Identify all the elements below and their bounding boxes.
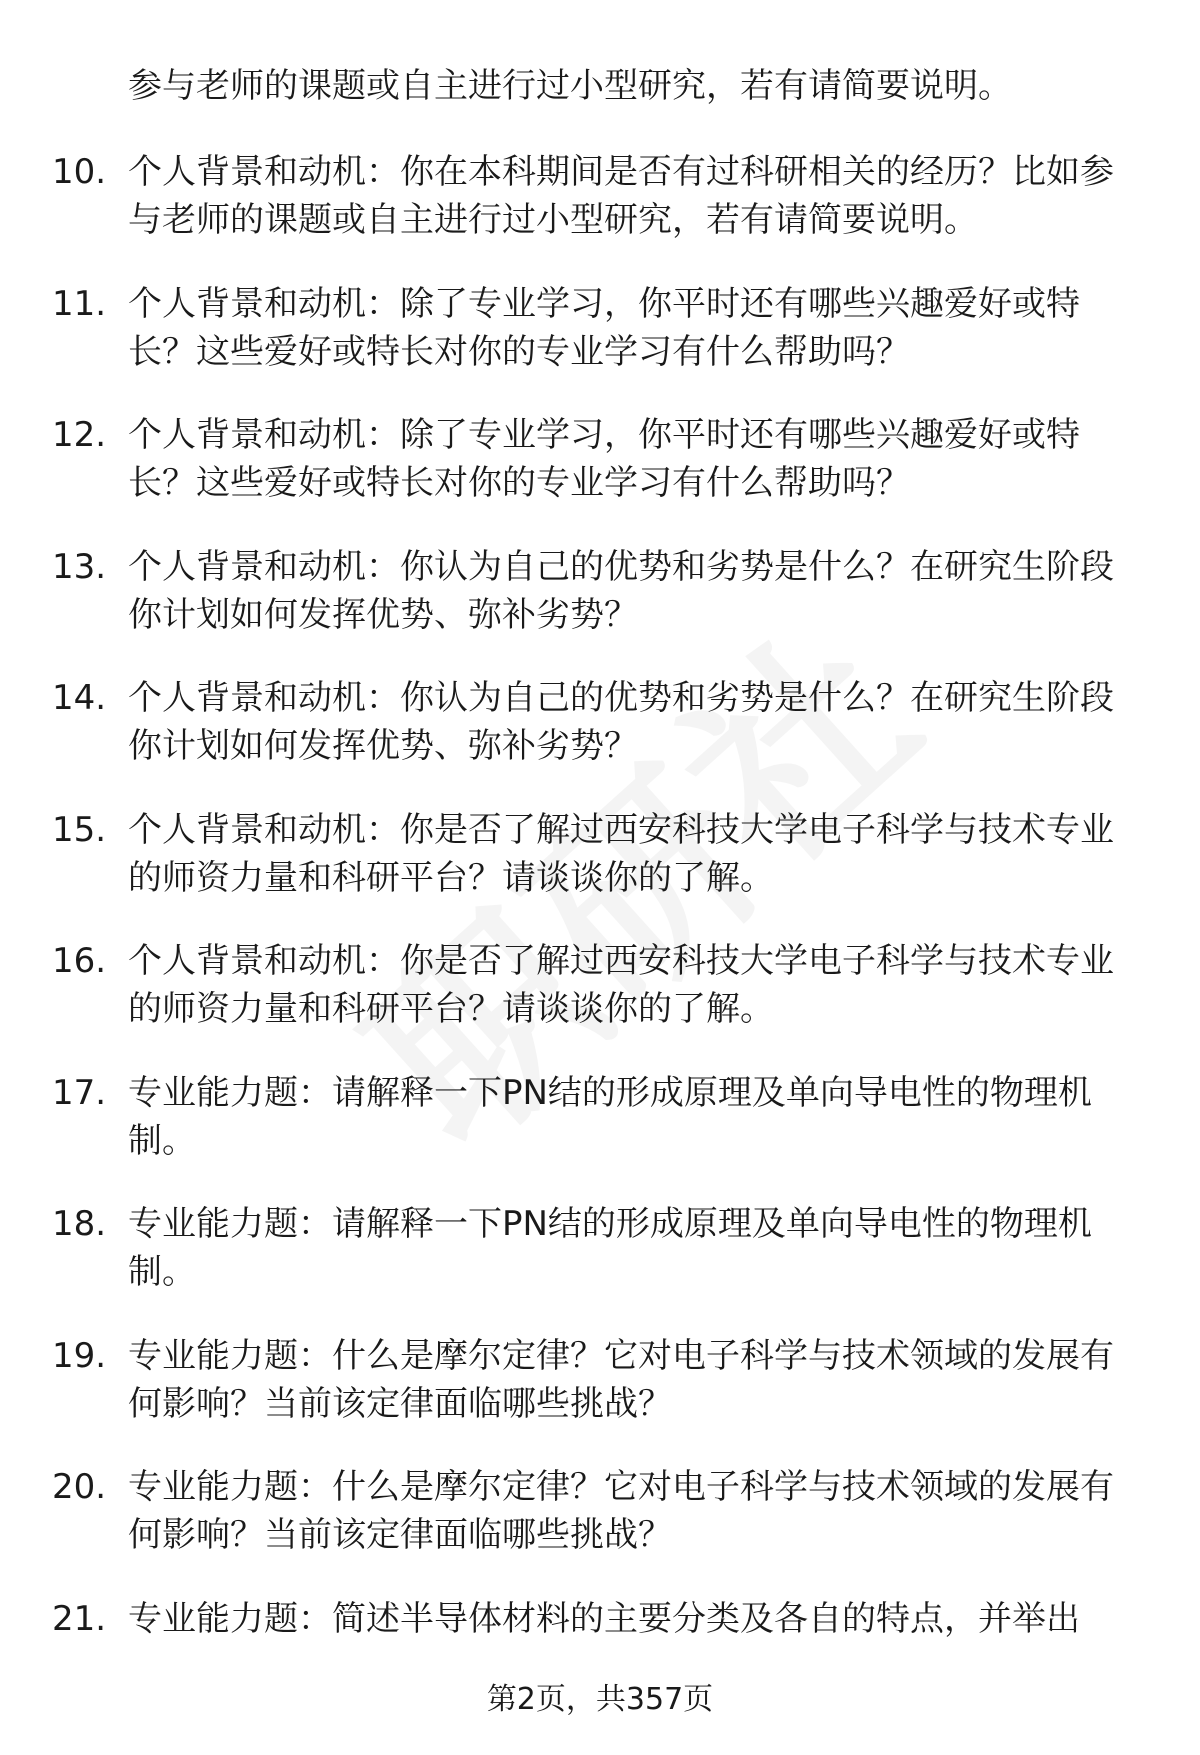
question-text: 个人背景和动机：你是否了解过西安科技大学电子科学与技术专业的师资力量和科研平台？请谈谈你的了解。: [128, 809, 1114, 898]
question-text: 个人背景和动机：除了专业学习，你平时还有哪些兴趣爱好或特长？这些爱好或特长对你的专业学习有什么帮助吗？: [128, 415, 1080, 503]
question-number: 19.: [52, 1335, 107, 1376]
question-text: 专业能力题：什么是摩尔定律？它对电子科学与技术领域的发展有何影响？当前该定律面临哪些挑战？: [128, 1335, 1114, 1424]
question-text: 专业能力题：什么是摩尔定律？它对电子科学与技术领域的发展有何影响？当前该定律面临哪些挑战？: [128, 1467, 1114, 1555]
list-item: [0, 280, 1200, 412]
question-number: 10.: [52, 152, 107, 192]
question-text: 个人背景和动机：你认为自己的优势和劣势是什么？在研究生阶段你计划如何发挥优势、弥补劣势？: [128, 678, 1114, 766]
question-number: 11.: [52, 283, 107, 324]
list-item: [0, 148, 1200, 280]
question-number: 20.: [52, 1467, 107, 1507]
question-list: [0, 148, 1200, 1726]
list-item: [0, 1200, 1200, 1332]
list-item: [0, 674, 1200, 806]
question-number: 16.: [52, 941, 107, 981]
question-text: 个人背景和动机：你是否了解过西安科技大学电子科学与技术专业的师资力量和科研平台？请谈谈你的了解。: [128, 941, 1114, 1029]
question-text: 专业能力题：请解释一下PN结的形成原理及单向导电性的物理机制。: [128, 1204, 1092, 1292]
list-item: [0, 1069, 1200, 1201]
question-text: 专业能力题：请解释一下PN结的形成原理及单向导电性的物理机制。: [128, 1072, 1092, 1161]
question-text: 个人背景和动机：除了专业学习，你平时还有哪些兴趣爱好或特长？这些爱好或特长对你的专业学习有什么帮助吗？: [128, 283, 1080, 372]
list-item: [0, 1463, 1200, 1595]
question-text: 个人背景和动机：你认为自己的优势和劣势是什么？在研究生阶段你计划如何发挥优势、弥补劣势？: [128, 546, 1114, 635]
question-number: 14.: [52, 678, 107, 718]
list-item: [0, 411, 1200, 543]
question-number: 13.: [52, 546, 107, 587]
question-number: 18.: [52, 1204, 107, 1244]
list-item: [0, 1332, 1200, 1464]
question-number: 21.: [52, 1598, 107, 1639]
question-text: 专业能力题：简述半导体材料的主要分类及各自的特点，并举出: [128, 1598, 1080, 1639]
question-number: 17.: [52, 1072, 107, 1113]
question-number: 12.: [52, 415, 107, 455]
list-item: [0, 806, 1200, 938]
continuation-text: 参与老师的课题或自主进行过小型研究，若有请简要说明。: [128, 66, 1012, 106]
question-text: 个人背景和动机：你在本科期间是否有过科研相关的经历？比如参与老师的课题或自主进行过小型研究，若有请简要说明。: [128, 152, 1114, 240]
list-item: [0, 543, 1200, 675]
question-number: 15.: [52, 809, 107, 850]
list-item: [0, 937, 1200, 1069]
page-footer: 第2页，共357页: [486, 1682, 714, 1717]
